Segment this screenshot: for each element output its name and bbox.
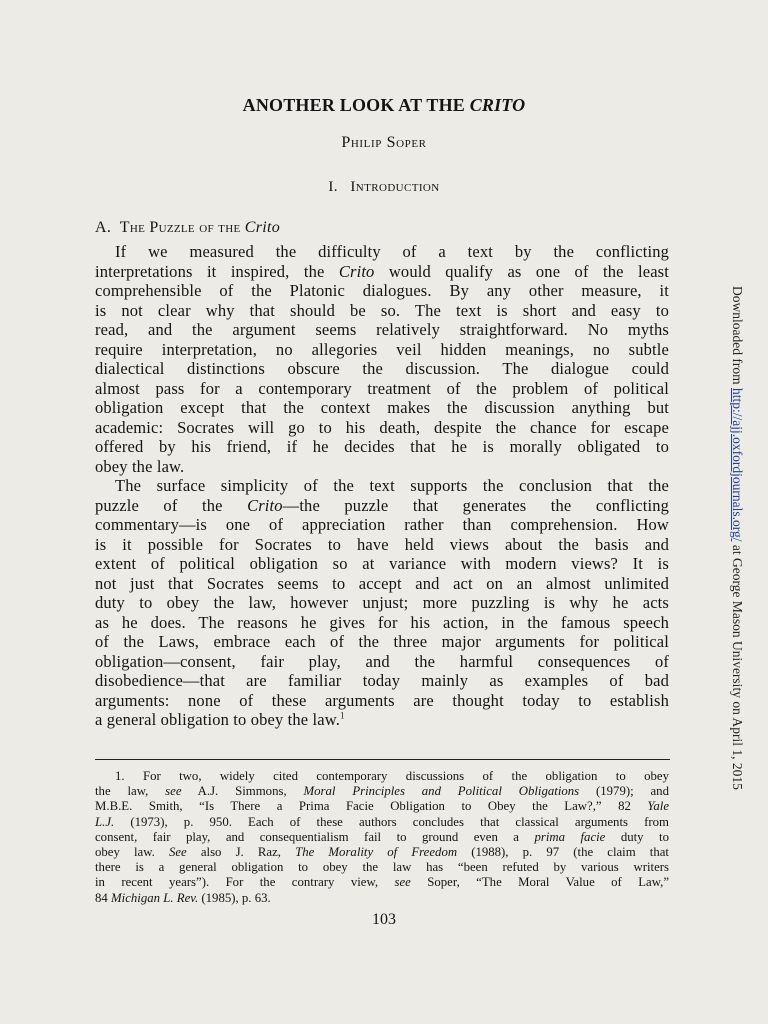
- italic-run: see: [165, 784, 182, 799]
- text-run: A.J. Simmons,: [181, 784, 304, 799]
- text-run: The surface simplicity of the text supports the conclusion that the: [115, 476, 669, 495]
- italic-run: Crito: [247, 495, 283, 515]
- text-run: consent, fair play, and consequentialism fail to ground even a: [95, 829, 535, 844]
- text-run: M.B.E. Smith, “Is There a Prima Facie Obligation to Obey the Law?,” 82: [95, 799, 648, 814]
- text-line: [95, 652, 669, 672]
- italic-run: The Morality of Freedom: [295, 844, 458, 859]
- text-run: duty to obey the law, however unjust; more puzzling is why he acts: [95, 593, 669, 612]
- footnote-line: [95, 799, 669, 814]
- text-run: obligation—consent, fair play, and the harmful consequences of: [95, 651, 669, 671]
- article-title: [0, 95, 768, 116]
- text-line: [95, 554, 669, 574]
- download-watermark: [729, 286, 745, 790]
- text-line: [95, 398, 669, 418]
- footnote-divider: [95, 759, 670, 760]
- text-run: obey law.: [95, 844, 169, 859]
- body-text: [95, 242, 669, 730]
- italic-run: Moral Principles and Political Obligations: [303, 784, 580, 799]
- footnote-line: [95, 769, 669, 784]
- subsection-name: The Puzzle of the: [119, 219, 241, 236]
- text-run: is not clear why that should be so. The text is short and easy to: [95, 300, 669, 320]
- text-run: 84: [95, 890, 111, 905]
- text-run: in recent years”). For the contrary view,: [95, 875, 395, 890]
- title-italic: CRITO: [469, 95, 526, 115]
- text-run: also J. Raz,: [186, 844, 296, 859]
- text-line: [95, 340, 669, 360]
- text-line: [95, 632, 669, 652]
- text-run: If we measured the difficulty of a text by the conflicting: [115, 242, 669, 261]
- text-run: Soper, “The Moral Value of Law,”: [410, 875, 670, 890]
- text-line: [95, 691, 669, 711]
- text-line: [95, 359, 669, 379]
- text-run: comprehensible of the Platonic dialogues. By any other measure, it: [95, 281, 669, 300]
- text-run: dialectical distinctions obscure the discussion. The dialogue could: [95, 359, 669, 378]
- subsection-label: A.: [95, 219, 112, 236]
- text-run: almost pass for a contemporary treatment of the problem of political: [95, 378, 669, 398]
- text-run: require interpretation, no allegories veil hidden meanings, no subtle: [95, 339, 669, 359]
- italic-run: Michigan L. Rev.: [111, 890, 199, 905]
- subsection-heading: [95, 219, 280, 237]
- text-line: [95, 457, 669, 477]
- text-line: [95, 593, 669, 613]
- subsection-italic: Crito: [244, 219, 281, 236]
- footnote-line: [95, 891, 669, 906]
- text-run: there is a general obligation to obey the law has “been refuted by various writers: [95, 860, 669, 875]
- text-run: arguments: none of these arguments are thought today to establish: [95, 690, 669, 710]
- text-run: obligation except that the context makes the discussion anything but: [95, 398, 669, 417]
- text-run: disobedience—that are familiar today mainly as examples of bad: [95, 671, 669, 690]
- page-number: 103: [372, 911, 396, 928]
- paragraph-2: [95, 476, 669, 730]
- text-run: the law,: [95, 784, 166, 799]
- text-line: [95, 242, 669, 262]
- text-run: a general obligation to obey the law.: [95, 710, 341, 729]
- text-run: of the Laws, embrace each of the three major arguments for political: [95, 632, 669, 651]
- footnote-line: [95, 860, 669, 875]
- text-line: [95, 418, 669, 438]
- italic-run: L.J.: [95, 814, 115, 829]
- footnote-line: [95, 875, 669, 890]
- text-line: [95, 671, 669, 691]
- footnote-line: [95, 830, 669, 845]
- text-run: as he does. The reasons he gives for his action, in the famous speech: [95, 612, 669, 632]
- text-run: (1988), p. 97 (the claim that: [457, 844, 669, 859]
- title-prefix: ANOTHER LOOK AT THE: [242, 95, 465, 115]
- text-run: puzzle of the: [95, 495, 248, 515]
- footnote-1: [95, 769, 669, 906]
- section-name: Introduction: [350, 179, 440, 195]
- text-line: [95, 574, 669, 594]
- text-line: [95, 613, 669, 633]
- text-run: interpretations it inspired, the: [95, 261, 339, 281]
- footnote-line: [95, 815, 669, 830]
- text-line: [95, 281, 669, 301]
- text-run: read, and the argument seems relatively straightforward. No myths: [95, 320, 669, 339]
- italic-run: see: [394, 875, 411, 890]
- italic-run: Yale: [647, 799, 669, 814]
- text-run: is it possible for Socrates to have held views about the basis and: [95, 534, 669, 554]
- journal-link[interactable]: http://ajj.oxfordjournals.org/: [730, 387, 745, 542]
- text-line: [95, 476, 669, 496]
- text-run: duty to: [605, 829, 669, 844]
- footnote-marker[interactable]: 1: [340, 710, 345, 721]
- text-run: commentary—is one of appreciation rather than comprehension. How: [95, 515, 669, 534]
- section-heading: [0, 179, 768, 196]
- text-run: 1. For two, widely cited contemporary discussions of the obligation to obey: [115, 769, 669, 783]
- footnote-line: [95, 845, 669, 860]
- watermark-prefix: Downloaded from: [730, 286, 745, 388]
- text-line: [95, 301, 669, 321]
- text-run: obey the law.: [95, 456, 185, 476]
- text-run: would qualify as one of the least: [374, 261, 669, 281]
- footnote-line: [95, 784, 669, 799]
- paragraph-1: [95, 242, 669, 476]
- section-number: I.: [328, 179, 338, 195]
- italic-run: prima facie: [534, 829, 606, 844]
- text-line: [95, 496, 669, 516]
- text-line: [95, 515, 669, 535]
- italic-run: Crito: [338, 261, 375, 281]
- italic-run: See: [168, 844, 187, 859]
- watermark-suffix: at George Mason University on April 1, 2015: [730, 541, 745, 790]
- text-run: not just that Socrates seems to accept and act on an almost unlimited: [95, 573, 669, 593]
- text-line: [95, 262, 669, 282]
- text-line: [95, 320, 669, 340]
- text-run: (1985), p. 63.: [198, 890, 271, 905]
- text-line: [95, 535, 669, 555]
- text-line: [95, 710, 669, 730]
- text-run: (1973), p. 950. Each of these authors concludes that classical arguments from: [114, 814, 669, 829]
- text-run: academic: Socrates will go to his death, despite the chance for escape: [95, 417, 669, 437]
- text-line: [95, 437, 669, 457]
- text-run: —the puzzle that generates the conflicting: [282, 495, 670, 515]
- text-line: [95, 379, 669, 399]
- author-name: Philip Soper: [341, 134, 427, 151]
- text-run: extent of political obligation so at variance with modern views? It is: [95, 554, 669, 573]
- text-run: (1979); and: [579, 784, 669, 799]
- text-run: offered by his friend, if he decides that he is morally obligated to: [95, 437, 669, 456]
